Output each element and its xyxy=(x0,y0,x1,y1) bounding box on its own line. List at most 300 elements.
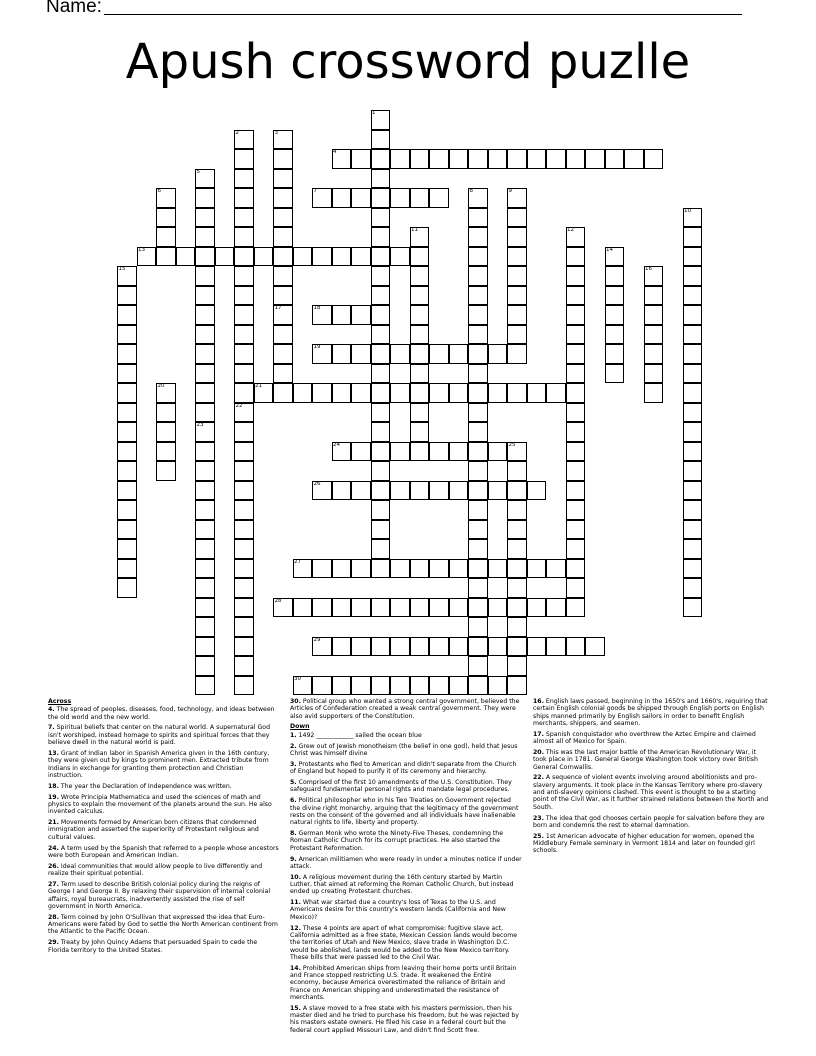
grid-cell[interactable] xyxy=(390,149,410,169)
grid-cell[interactable] xyxy=(195,266,215,286)
grid-cell[interactable] xyxy=(234,169,254,189)
grid-cell[interactable] xyxy=(566,344,586,364)
grid-cell[interactable] xyxy=(371,500,391,520)
grid-cell[interactable] xyxy=(507,227,527,247)
grid-cell[interactable] xyxy=(195,305,215,325)
grid-cell[interactable] xyxy=(195,637,215,657)
grid-cell[interactable] xyxy=(234,598,254,618)
grid-cell[interactable] xyxy=(234,364,254,384)
grid-cell[interactable] xyxy=(195,500,215,520)
grid-cell[interactable] xyxy=(371,149,391,169)
grid-cell[interactable] xyxy=(468,520,488,540)
grid-cell[interactable] xyxy=(273,149,293,169)
grid-cell[interactable] xyxy=(254,247,274,267)
grid-cell[interactable] xyxy=(351,344,371,364)
grid-cell[interactable] xyxy=(332,598,352,618)
grid-cell[interactable] xyxy=(351,676,371,696)
grid-cell[interactable] xyxy=(117,520,137,540)
grid-cell[interactable] xyxy=(468,403,488,423)
grid-cell[interactable] xyxy=(449,344,469,364)
grid-cell[interactable] xyxy=(195,520,215,540)
grid-cell[interactable] xyxy=(234,520,254,540)
grid-cell[interactable] xyxy=(234,422,254,442)
grid-cell[interactable] xyxy=(429,676,449,696)
grid-cell[interactable] xyxy=(566,403,586,423)
grid-cell[interactable] xyxy=(195,344,215,364)
grid-cell[interactable] xyxy=(566,422,586,442)
grid-cell[interactable] xyxy=(644,325,664,345)
grid-cell[interactable] xyxy=(371,539,391,559)
grid-cell[interactable] xyxy=(566,559,586,579)
grid-cell[interactable] xyxy=(468,539,488,559)
grid-cell[interactable] xyxy=(371,188,391,208)
grid-cell[interactable] xyxy=(507,617,527,637)
grid-cell[interactable] xyxy=(117,422,137,442)
grid-cell[interactable] xyxy=(566,637,586,657)
grid-cell[interactable] xyxy=(195,188,215,208)
grid-cell[interactable] xyxy=(566,325,586,345)
grid-cell[interactable] xyxy=(234,676,254,696)
grid-cell[interactable] xyxy=(371,364,391,384)
grid-cell[interactable] xyxy=(234,286,254,306)
grid-cell[interactable] xyxy=(683,461,703,481)
grid-cell[interactable] xyxy=(605,149,625,169)
grid-cell[interactable] xyxy=(234,325,254,345)
grid-cell[interactable] xyxy=(234,442,254,462)
grid-cell[interactable] xyxy=(371,481,391,501)
grid-cell[interactable] xyxy=(371,208,391,228)
grid-cell[interactable] xyxy=(507,598,527,618)
grid-cell[interactable] xyxy=(371,266,391,286)
grid-cell[interactable] xyxy=(488,344,508,364)
grid-cell[interactable] xyxy=(468,208,488,228)
grid-cell[interactable] xyxy=(390,442,410,462)
grid-cell[interactable] xyxy=(410,403,430,423)
grid-cell[interactable] xyxy=(410,325,430,345)
grid-cell[interactable] xyxy=(371,383,391,403)
grid-cell[interactable] xyxy=(468,559,488,579)
grid-cell[interactable] xyxy=(195,325,215,345)
grid-cell[interactable] xyxy=(371,442,391,462)
grid-cell[interactable] xyxy=(683,422,703,442)
grid-cell[interactable] xyxy=(156,461,176,481)
grid-cell[interactable] xyxy=(371,227,391,247)
grid-cell[interactable] xyxy=(195,227,215,247)
grid-cell[interactable] xyxy=(566,539,586,559)
grid-cell[interactable] xyxy=(273,383,293,403)
grid-cell[interactable] xyxy=(566,266,586,286)
grid-cell[interactable] xyxy=(195,676,215,696)
grid-cell[interactable] xyxy=(468,676,488,696)
grid-cell[interactable] xyxy=(273,286,293,306)
grid-cell[interactable] xyxy=(605,286,625,306)
grid-cell[interactable] xyxy=(195,442,215,462)
grid-cell[interactable] xyxy=(351,481,371,501)
grid-cell[interactable] xyxy=(234,559,254,579)
grid-cell[interactable] xyxy=(117,305,137,325)
grid-cell[interactable] xyxy=(507,578,527,598)
grid-cell[interactable] xyxy=(566,286,586,306)
grid-cell[interactable] xyxy=(156,403,176,423)
grid-cell[interactable] xyxy=(390,383,410,403)
grid-cell[interactable] xyxy=(117,500,137,520)
grid-cell[interactable] xyxy=(468,286,488,306)
grid-cell[interactable] xyxy=(390,481,410,501)
grid-cell[interactable] xyxy=(683,247,703,267)
grid-cell[interactable] xyxy=(273,169,293,189)
grid-cell[interactable] xyxy=(390,188,410,208)
grid-cell[interactable] xyxy=(273,247,293,267)
grid-cell[interactable] xyxy=(449,149,469,169)
grid-cell[interactable] xyxy=(195,247,215,267)
grid-cell[interactable] xyxy=(468,364,488,384)
grid-cell[interactable] xyxy=(527,598,547,618)
grid-cell[interactable] xyxy=(273,364,293,384)
grid-cell[interactable] xyxy=(293,383,313,403)
grid-cell[interactable] xyxy=(507,461,527,481)
grid-cell[interactable] xyxy=(234,383,254,403)
grid-cell[interactable] xyxy=(117,578,137,598)
grid-cell[interactable] xyxy=(410,442,430,462)
grid-cell[interactable] xyxy=(546,598,566,618)
grid-cell[interactable] xyxy=(683,598,703,618)
grid-cell[interactable] xyxy=(683,286,703,306)
grid-cell[interactable] xyxy=(566,598,586,618)
grid-cell[interactable] xyxy=(507,656,527,676)
grid-cell[interactable] xyxy=(644,364,664,384)
grid-cell[interactable] xyxy=(546,149,566,169)
grid-cell[interactable] xyxy=(117,461,137,481)
grid-cell[interactable] xyxy=(390,344,410,364)
grid-cell[interactable] xyxy=(410,149,430,169)
grid-cell[interactable] xyxy=(234,208,254,228)
grid-cell[interactable] xyxy=(683,305,703,325)
grid-cell[interactable] xyxy=(507,520,527,540)
grid-cell[interactable] xyxy=(488,598,508,618)
grid-cell[interactable] xyxy=(449,383,469,403)
grid-cell[interactable] xyxy=(683,325,703,345)
grid-cell[interactable] xyxy=(332,637,352,657)
grid-cell[interactable] xyxy=(566,578,586,598)
grid-cell[interactable] xyxy=(449,559,469,579)
grid-cell[interactable] xyxy=(468,617,488,637)
grid-cell[interactable] xyxy=(234,305,254,325)
grid-cell[interactable] xyxy=(332,383,352,403)
grid-cell[interactable] xyxy=(410,422,430,442)
grid-cell[interactable] xyxy=(507,500,527,520)
grid-cell[interactable] xyxy=(429,188,449,208)
grid-cell[interactable] xyxy=(312,598,332,618)
grid-cell[interactable] xyxy=(117,539,137,559)
grid-cell[interactable] xyxy=(410,247,430,267)
grid-cell[interactable] xyxy=(429,559,449,579)
grid-cell[interactable] xyxy=(195,208,215,228)
grid-cell[interactable] xyxy=(332,481,352,501)
grid-cell[interactable] xyxy=(234,539,254,559)
grid-cell[interactable] xyxy=(371,169,391,189)
grid-cell[interactable] xyxy=(195,461,215,481)
grid-cell[interactable] xyxy=(507,149,527,169)
grid-cell[interactable] xyxy=(410,637,430,657)
grid-cell[interactable] xyxy=(468,598,488,618)
grid-cell[interactable] xyxy=(488,442,508,462)
grid-cell[interactable] xyxy=(195,539,215,559)
grid-cell[interactable] xyxy=(507,481,527,501)
grid-cell[interactable] xyxy=(351,305,371,325)
grid-cell[interactable] xyxy=(332,559,352,579)
grid-cell[interactable] xyxy=(566,149,586,169)
grid-cell[interactable] xyxy=(195,578,215,598)
grid-cell[interactable] xyxy=(273,325,293,345)
grid-cell[interactable] xyxy=(332,344,352,364)
grid-cell[interactable] xyxy=(234,500,254,520)
grid-cell[interactable] xyxy=(605,266,625,286)
grid-cell[interactable] xyxy=(234,637,254,657)
grid-cell[interactable] xyxy=(507,247,527,267)
grid-cell[interactable] xyxy=(410,481,430,501)
grid-cell[interactable] xyxy=(390,637,410,657)
grid-cell[interactable] xyxy=(351,598,371,618)
grid-cell[interactable] xyxy=(644,383,664,403)
grid-cell[interactable] xyxy=(683,559,703,579)
grid-cell[interactable] xyxy=(371,598,391,618)
grid-cell[interactable] xyxy=(507,305,527,325)
grid-cell[interactable] xyxy=(410,383,430,403)
grid-cell[interactable] xyxy=(507,559,527,579)
grid-cell[interactable] xyxy=(234,656,254,676)
grid-cell[interactable] xyxy=(683,364,703,384)
grid-cell[interactable] xyxy=(507,208,527,228)
grid-cell[interactable] xyxy=(410,364,430,384)
grid-cell[interactable] xyxy=(371,130,391,150)
grid-cell[interactable] xyxy=(429,149,449,169)
grid-cell[interactable] xyxy=(644,149,664,169)
grid-cell[interactable] xyxy=(468,481,488,501)
grid-cell[interactable] xyxy=(195,383,215,403)
grid-cell[interactable] xyxy=(117,344,137,364)
grid-cell[interactable] xyxy=(234,149,254,169)
grid-cell[interactable] xyxy=(527,559,547,579)
grid-cell[interactable] xyxy=(507,266,527,286)
grid-cell[interactable] xyxy=(371,403,391,423)
grid-cell[interactable] xyxy=(410,344,430,364)
grid-cell[interactable] xyxy=(507,676,527,696)
grid-cell[interactable] xyxy=(468,344,488,364)
grid-cell[interactable] xyxy=(312,676,332,696)
grid-cell[interactable] xyxy=(449,598,469,618)
grid-cell[interactable] xyxy=(312,559,332,579)
grid-cell[interactable] xyxy=(507,539,527,559)
grid-cell[interactable] xyxy=(429,637,449,657)
grid-cell[interactable] xyxy=(468,325,488,345)
grid-cell[interactable] xyxy=(449,481,469,501)
grid-cell[interactable] xyxy=(644,286,664,306)
grid-cell[interactable] xyxy=(488,676,508,696)
grid-cell[interactable] xyxy=(683,403,703,423)
grid-cell[interactable] xyxy=(195,364,215,384)
grid-cell[interactable] xyxy=(410,676,430,696)
grid-cell[interactable] xyxy=(566,305,586,325)
grid-cell[interactable] xyxy=(468,500,488,520)
grid-cell[interactable] xyxy=(195,403,215,423)
grid-cell[interactable] xyxy=(429,383,449,403)
grid-cell[interactable] xyxy=(371,676,391,696)
grid-cell[interactable] xyxy=(390,598,410,618)
grid-cell[interactable] xyxy=(371,344,391,364)
grid-cell[interactable] xyxy=(332,188,352,208)
grid-cell[interactable] xyxy=(410,305,430,325)
grid-cell[interactable] xyxy=(156,208,176,228)
grid-cell[interactable] xyxy=(371,286,391,306)
grid-cell[interactable] xyxy=(683,539,703,559)
grid-cell[interactable] xyxy=(585,637,605,657)
grid-cell[interactable] xyxy=(644,305,664,325)
grid-cell[interactable] xyxy=(507,325,527,345)
grid-cell[interactable] xyxy=(351,247,371,267)
grid-cell[interactable] xyxy=(351,188,371,208)
grid-cell[interactable] xyxy=(234,227,254,247)
grid-cell[interactable] xyxy=(566,364,586,384)
grid-cell[interactable] xyxy=(527,637,547,657)
grid-cell[interactable] xyxy=(449,676,469,696)
grid-cell[interactable] xyxy=(371,422,391,442)
grid-cell[interactable] xyxy=(195,481,215,501)
grid-cell[interactable] xyxy=(624,149,644,169)
grid-cell[interactable] xyxy=(312,383,332,403)
grid-cell[interactable] xyxy=(195,656,215,676)
grid-cell[interactable] xyxy=(449,442,469,462)
grid-cell[interactable] xyxy=(683,383,703,403)
grid-cell[interactable] xyxy=(234,344,254,364)
grid-cell[interactable] xyxy=(156,247,176,267)
grid-cell[interactable] xyxy=(156,227,176,247)
grid-cell[interactable] xyxy=(566,461,586,481)
grid-cell[interactable] xyxy=(195,598,215,618)
grid-cell[interactable] xyxy=(371,637,391,657)
grid-cell[interactable] xyxy=(468,266,488,286)
grid-cell[interactable] xyxy=(332,676,352,696)
grid-cell[interactable] xyxy=(546,559,566,579)
grid-cell[interactable] xyxy=(468,422,488,442)
grid-cell[interactable] xyxy=(605,305,625,325)
grid-cell[interactable] xyxy=(390,559,410,579)
grid-cell[interactable] xyxy=(683,266,703,286)
grid-cell[interactable] xyxy=(234,617,254,637)
grid-cell[interactable] xyxy=(117,559,137,579)
grid-cell[interactable] xyxy=(117,481,137,501)
grid-cell[interactable] xyxy=(527,481,547,501)
grid-cell[interactable] xyxy=(234,247,254,267)
grid-cell[interactable] xyxy=(468,656,488,676)
grid-cell[interactable] xyxy=(410,266,430,286)
grid-cell[interactable] xyxy=(293,247,313,267)
grid-cell[interactable] xyxy=(273,344,293,364)
grid-cell[interactable] xyxy=(273,227,293,247)
grid-cell[interactable] xyxy=(429,481,449,501)
grid-cell[interactable] xyxy=(429,344,449,364)
grid-cell[interactable] xyxy=(117,403,137,423)
grid-cell[interactable] xyxy=(468,227,488,247)
grid-cell[interactable] xyxy=(468,305,488,325)
grid-cell[interactable] xyxy=(683,344,703,364)
grid-cell[interactable] xyxy=(605,364,625,384)
grid-cell[interactable] xyxy=(468,442,488,462)
grid-cell[interactable] xyxy=(468,461,488,481)
grid-cell[interactable] xyxy=(312,247,332,267)
grid-cell[interactable] xyxy=(546,383,566,403)
grid-cell[interactable] xyxy=(351,383,371,403)
grid-cell[interactable] xyxy=(683,481,703,501)
grid-cell[interactable] xyxy=(566,442,586,462)
grid-cell[interactable] xyxy=(293,598,313,618)
grid-cell[interactable] xyxy=(117,442,137,462)
grid-cell[interactable] xyxy=(117,364,137,384)
grid-cell[interactable] xyxy=(683,520,703,540)
grid-cell[interactable] xyxy=(546,637,566,657)
grid-cell[interactable] xyxy=(234,266,254,286)
grid-cell[interactable] xyxy=(273,266,293,286)
grid-cell[interactable] xyxy=(332,305,352,325)
grid-cell[interactable] xyxy=(176,247,196,267)
grid-cell[interactable] xyxy=(507,637,527,657)
grid-cell[interactable] xyxy=(566,500,586,520)
grid-cell[interactable] xyxy=(468,383,488,403)
grid-cell[interactable] xyxy=(683,578,703,598)
grid-cell[interactable] xyxy=(468,149,488,169)
grid-cell[interactable] xyxy=(410,286,430,306)
grid-cell[interactable] xyxy=(527,149,547,169)
grid-cell[interactable] xyxy=(371,325,391,345)
grid-cell[interactable] xyxy=(156,442,176,462)
grid-cell[interactable] xyxy=(117,286,137,306)
grid-cell[interactable] xyxy=(683,227,703,247)
grid-cell[interactable] xyxy=(644,344,664,364)
grid-cell[interactable] xyxy=(585,149,605,169)
grid-cell[interactable] xyxy=(488,637,508,657)
grid-cell[interactable] xyxy=(410,559,430,579)
grid-cell[interactable] xyxy=(156,422,176,442)
grid-cell[interactable] xyxy=(429,598,449,618)
grid-cell[interactable] xyxy=(566,247,586,267)
grid-cell[interactable] xyxy=(507,344,527,364)
grid-cell[interactable] xyxy=(351,559,371,579)
grid-cell[interactable] xyxy=(488,383,508,403)
grid-cell[interactable] xyxy=(488,149,508,169)
grid-cell[interactable] xyxy=(371,247,391,267)
grid-cell[interactable] xyxy=(566,520,586,540)
grid-cell[interactable] xyxy=(195,286,215,306)
grid-cell[interactable] xyxy=(468,247,488,267)
grid-cell[interactable] xyxy=(273,208,293,228)
grid-cell[interactable] xyxy=(234,481,254,501)
grid-cell[interactable] xyxy=(351,442,371,462)
grid-cell[interactable] xyxy=(683,442,703,462)
grid-cell[interactable] xyxy=(351,149,371,169)
grid-cell[interactable] xyxy=(488,481,508,501)
grid-cell[interactable] xyxy=(234,188,254,208)
grid-cell[interactable] xyxy=(371,559,391,579)
grid-cell[interactable] xyxy=(605,325,625,345)
grid-cell[interactable] xyxy=(215,247,235,267)
grid-cell[interactable] xyxy=(390,247,410,267)
grid-cell[interactable] xyxy=(507,383,527,403)
grid-cell[interactable] xyxy=(234,461,254,481)
grid-cell[interactable] xyxy=(234,578,254,598)
grid-cell[interactable] xyxy=(527,383,547,403)
grid-cell[interactable] xyxy=(390,676,410,696)
grid-cell[interactable] xyxy=(507,286,527,306)
grid-cell[interactable] xyxy=(195,559,215,579)
